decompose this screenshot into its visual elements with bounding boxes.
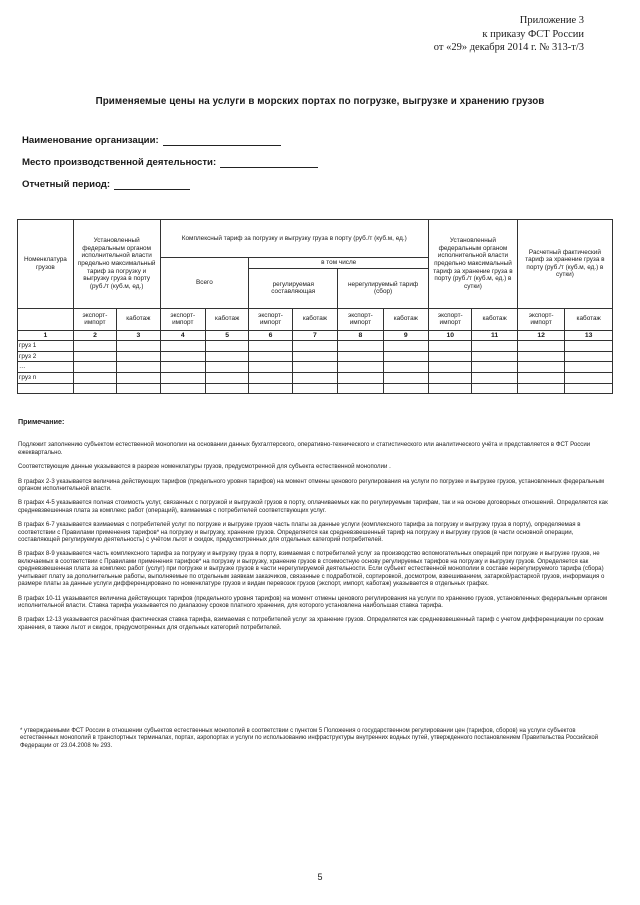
column-number: 8 (338, 330, 383, 341)
note-paragraph: Подлежит заполнению субъектом естественной монополии на основании данных бухгалтерского, оперативно-технического и статистического или аналитического учёта и представляется в ФСТ России ежеквартально. (18, 441, 591, 456)
header-nomenclature: Номенклатура грузов (18, 220, 74, 309)
tariff-table (17, 219, 613, 394)
header-cabotage: каботаж (383, 308, 428, 330)
table-row (18, 362, 613, 373)
column-number: 6 (249, 330, 292, 341)
organization-label: Наименование организации: (22, 135, 159, 146)
row-label: груз 2 (18, 351, 74, 362)
header-regulated: регулируемая составляющая (249, 268, 338, 308)
header-total: Всего (160, 258, 249, 309)
appendix-line-1: Приложение 3 (519, 15, 584, 26)
note-paragraph: В графах 12-13 указывается расчётная фактическая ставка тарифа, взимаемая с потребителей услуг за хранение грузов. Определяется как средневзвешенный тариф с учетом дифференциации по срокам хранения, в также льгот и скидок, предусмотренных для отдельных категорий потребителей. (18, 616, 604, 631)
table-row (18, 372, 613, 383)
column-number: 13 (565, 330, 613, 341)
column-number: 9 (383, 330, 428, 341)
column-number: 10 (429, 330, 472, 341)
place-label: Место производственной деятельности: (22, 157, 217, 168)
notes-heading: Примечание: (18, 417, 65, 426)
column-number: 3 (117, 330, 160, 341)
note-paragraph: В графах 10-11 указывается величина действующих тарифов (предельного уровня тарифов) на момент отмены ценового регулирования на услуги по хранению грузов, установленных федеральным органом исполнительной власти. Ставка тарифа указывается по диапазону сроков платного хранения, для которого установлена наибольшая ставка тарифа. (18, 594, 608, 609)
header-export-import: экспорт-импорт (429, 308, 472, 330)
period-label: Отчетный период: (22, 179, 111, 190)
column-number: 5 (205, 330, 248, 341)
table-row (18, 341, 613, 352)
column-number: 12 (517, 330, 565, 341)
appendix-header (364, 14, 584, 55)
header-export-import: экспорт-импорт (338, 308, 383, 330)
header-cabotage: каботаж (205, 308, 248, 330)
header-cabotage: каботаж (117, 308, 160, 330)
table-row (18, 383, 613, 393)
header-cabotage: каботаж (565, 308, 613, 330)
document-title: Применяемые цены на услуги в морских портах по погрузке, выгрузке и хранению грузов (95, 96, 545, 107)
note-paragraph: В графах 4-5 указывается полная стоимость услуг, связанных с погрузкой и выгрузкой грузов в порту, оплачиваемых как по регулируемым тарифам, так и на основе договорных отношений. Определяется как средневзвешенная плата за комплекс работ (операций), взимаемая с потребителей соответствующих услуг. (18, 499, 608, 514)
column-number: 4 (160, 330, 205, 341)
table-row (18, 351, 613, 362)
period-blank (114, 180, 190, 190)
period-field (22, 179, 190, 190)
note-paragraph: В графах 6-7 указывается взимаемая с потребителей услуг по погрузке и выгрузке грузов часть платы за данные услуги (комплексного тарифа за погрузку и выгрузку груза в порту), определяемая в соответствии с Правилами применения тарифов* на погрузку и выгрузку, хранение грузов. Определяется как средневзвешенный тариф на погрузку и выгрузку грузов (в части основной операции, составляющей регулируемую деятельность) с учётом льгот и скидок, предусмотренных для отдельных категорий потребителей. (18, 521, 581, 544)
header-calc-rate: Расчетный фактический тариф за хранение груза в порту (руб./т (куб.м, ед.) в сутки) (517, 220, 612, 309)
header-export-import: экспорт-импорт (517, 308, 565, 330)
note-paragraph: В графах 8-9 указывается часть комплексного тарифа за погрузку и выгрузку груза в порту, взимаемая с потребителей услуг за производство вспомогательных операций при погрузке и выгрузке грузов, не включаемых в соответствии с Правилами применения тарифов* на погрузку и выгрузку, хранение грузов в стоимостную основу регулируемых тарифов на погрузку и выгрузку грузов. Определяется как средневзвешенная плата за комплекс работ (услуг) при погрузке и выгрузке грузов в части нерегулируемой деятельности. Если субъект естественной монополии в составе нерегулируемого тарифа (сбора) учитывает плату за дополнительные работы, выполняемые по отдельным заявкам заказчиков, связанные с подработкой, сортировкой, досмотром, взвешиванием, затаркой/растаркой грузов, информация о размере платы за данные услуги дифференцировано по номенклатуре грузов и видам перевозок грузов (экспорт, импорт, каботаж) указывается в отдельных графах. (18, 550, 605, 588)
row-label: груз 1 (18, 341, 74, 352)
header-storage-fed: Установленный федеральным органом исполнительной власти предельно максимальный тариф за хранение груза в порту (руб./т (куб.м, ед.) в сутки) (429, 220, 518, 309)
column-number: 11 (472, 330, 517, 341)
organization-field (22, 135, 281, 146)
header-unregulated: нерегулируемый тариф (сбор) (338, 268, 429, 308)
notes-section (18, 418, 614, 638)
row-label: … (18, 362, 74, 373)
place-field (22, 157, 318, 168)
note-paragraph: Соответствующие данные указываются в разрезе номенклатуры грузов, предусмотренной для субъекта естественной монополии . (18, 463, 391, 471)
header-blank (18, 308, 74, 330)
appendix-line-3: от «29» декабря 2014 г. № 313-т/3 (433, 42, 584, 53)
organization-blank (163, 136, 281, 146)
note-paragraph: В графах 2-3 указывается величина действующих тарифов (предельного уровня тарифов) на момент отмены ценового регулирования на услуги по погрузке и выгрузке грузов, установленных федеральным органом исполнительной власти. (18, 477, 605, 493)
column-number: 7 (292, 330, 337, 341)
header-export-import: экспорт-импорт (160, 308, 205, 330)
header-export-import: экспорт-импорт (249, 308, 292, 330)
place-blank (220, 158, 318, 168)
column-number: 1 (18, 330, 74, 341)
page-number: 5 (317, 872, 323, 882)
footnote: * утверждаемыми ФСТ России в отношении субъектов естественных монополий в соответствии с пунктом 5 Положения о государственном регулировании цен (тарифов, сборов) на услуги субъектов естественных монополий в транспортных терминалах, портах, аэропортах и услуги по использованию инфраструктуры внутренних водных путей, утвержденного постановлением Правительства Российской Федерации от 23.04.2008 № 293. (20, 728, 599, 749)
header-fed-tariff: Установленный федеральным органом исполнительной власти предельно максимальный тариф за погрузку и выгрузку груза в порту (руб./т (куб.м, ед.) (73, 220, 160, 309)
header-including: в том числе (249, 258, 429, 269)
header-cabotage: каботаж (472, 308, 517, 330)
header-export-import: экспорт-импорт (73, 308, 116, 330)
column-number: 2 (73, 330, 116, 341)
row-label: груз n (18, 372, 74, 383)
appendix-line-2: к приказу ФСТ России (482, 28, 584, 40)
header-complex-tariff: Комплексный тариф за погрузку и выгрузку груза в порту (руб./т (куб.м, ед.) (160, 220, 429, 258)
row-label (18, 383, 74, 393)
header-cabotage: каботаж (292, 308, 337, 330)
